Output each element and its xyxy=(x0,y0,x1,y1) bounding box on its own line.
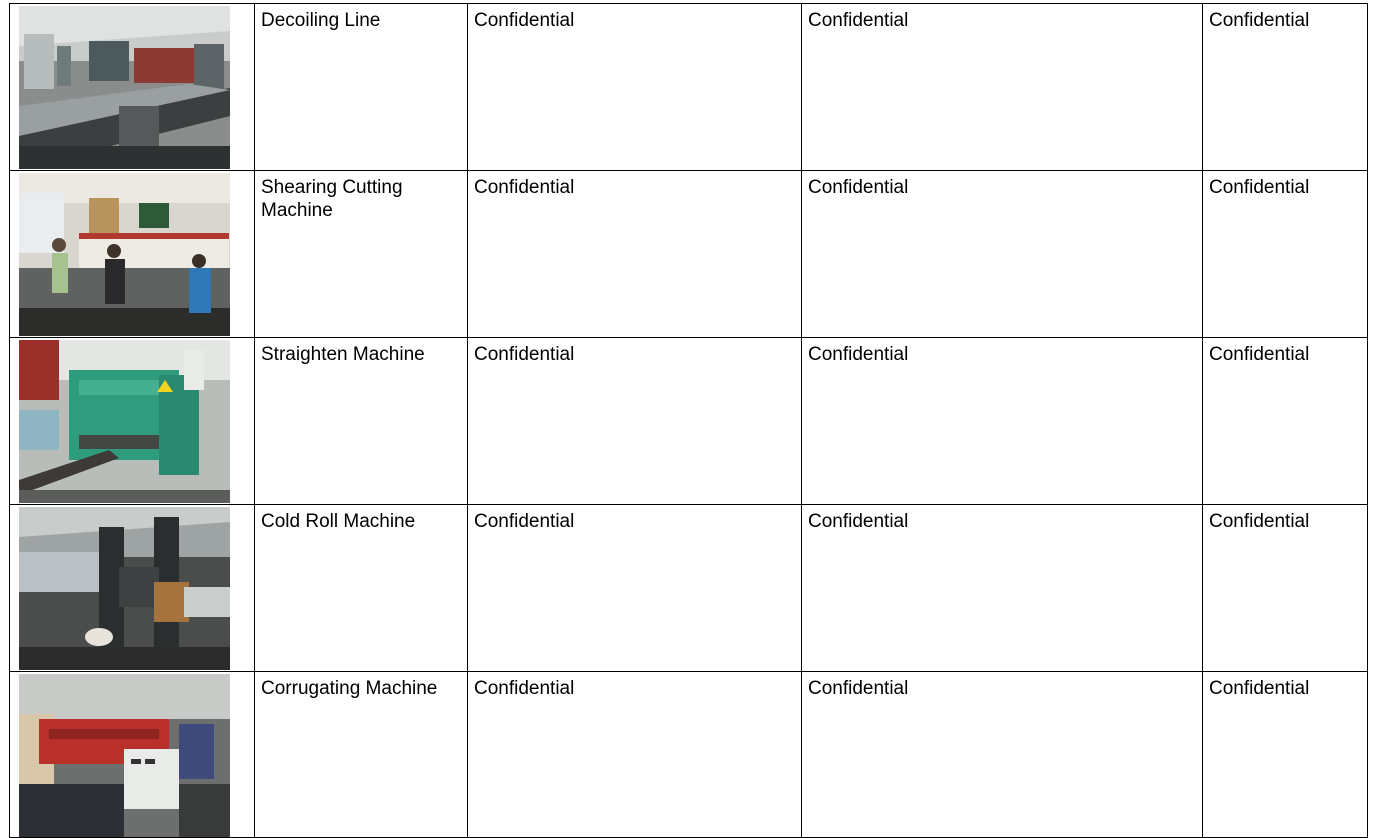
equipment-name: Corrugating Machine xyxy=(261,678,438,699)
photo-cell xyxy=(10,338,255,505)
photo-cell xyxy=(10,171,255,338)
detail-cell xyxy=(468,672,802,838)
detail-cell xyxy=(802,4,1203,171)
detail-cell xyxy=(1203,171,1368,338)
photo-cell xyxy=(10,4,255,171)
detail-value: Confidential xyxy=(1209,678,1310,699)
detail-value: Confidential xyxy=(808,344,909,365)
straighten-machine-photo xyxy=(19,340,230,503)
detail-value: Confidential xyxy=(474,177,575,198)
detail-value: Confidential xyxy=(808,10,909,31)
detail-cell xyxy=(802,171,1203,338)
equipment-name: Shearing Cutting Machine xyxy=(261,177,403,221)
detail-value: Confidential xyxy=(474,10,575,31)
table-row xyxy=(10,171,1368,338)
detail-cell xyxy=(1203,338,1368,505)
detail-cell xyxy=(468,4,802,171)
detail-cell xyxy=(802,505,1203,672)
photo-cell xyxy=(10,505,255,672)
detail-value: Confidential xyxy=(808,511,909,532)
equipment-name: Straighten Machine xyxy=(261,344,425,365)
detail-value: Confidential xyxy=(1209,177,1310,198)
equipment-name: Decoiling Line xyxy=(261,10,381,31)
equipment-name-cell xyxy=(255,338,468,505)
detail-value: Confidential xyxy=(1209,344,1310,365)
detail-value: Confidential xyxy=(1209,511,1310,532)
table-row xyxy=(10,4,1368,171)
detail-cell xyxy=(1203,672,1368,838)
equipment-name: Cold Roll Machine xyxy=(261,511,416,532)
detail-value: Confidential xyxy=(474,511,575,532)
detail-cell xyxy=(1203,505,1368,672)
table-row xyxy=(10,505,1368,672)
shearing-cutting-machine-photo xyxy=(19,173,230,336)
detail-value: Confidential xyxy=(1209,10,1310,31)
equipment-name-cell xyxy=(255,4,468,171)
table-row xyxy=(10,672,1368,838)
detail-value: Confidential xyxy=(474,344,575,365)
table-row xyxy=(10,338,1368,505)
detail-cell xyxy=(468,338,802,505)
cold-roll-machine-photo xyxy=(19,507,230,670)
equipment-name-cell xyxy=(255,171,468,338)
detail-value: Confidential xyxy=(808,678,909,699)
detail-cell xyxy=(802,338,1203,505)
detail-cell xyxy=(468,171,802,338)
corrugating-machine-photo xyxy=(19,674,230,837)
detail-value: Confidential xyxy=(474,678,575,699)
equipment-name-cell xyxy=(255,505,468,672)
detail-cell xyxy=(468,505,802,672)
equipment-table xyxy=(9,3,1368,838)
decoiling-line-photo xyxy=(19,6,230,169)
photo-cell xyxy=(10,672,255,838)
detail-cell xyxy=(1203,4,1368,171)
equipment-name-cell xyxy=(255,672,468,838)
detail-value: Confidential xyxy=(808,177,909,198)
detail-cell xyxy=(802,672,1203,838)
